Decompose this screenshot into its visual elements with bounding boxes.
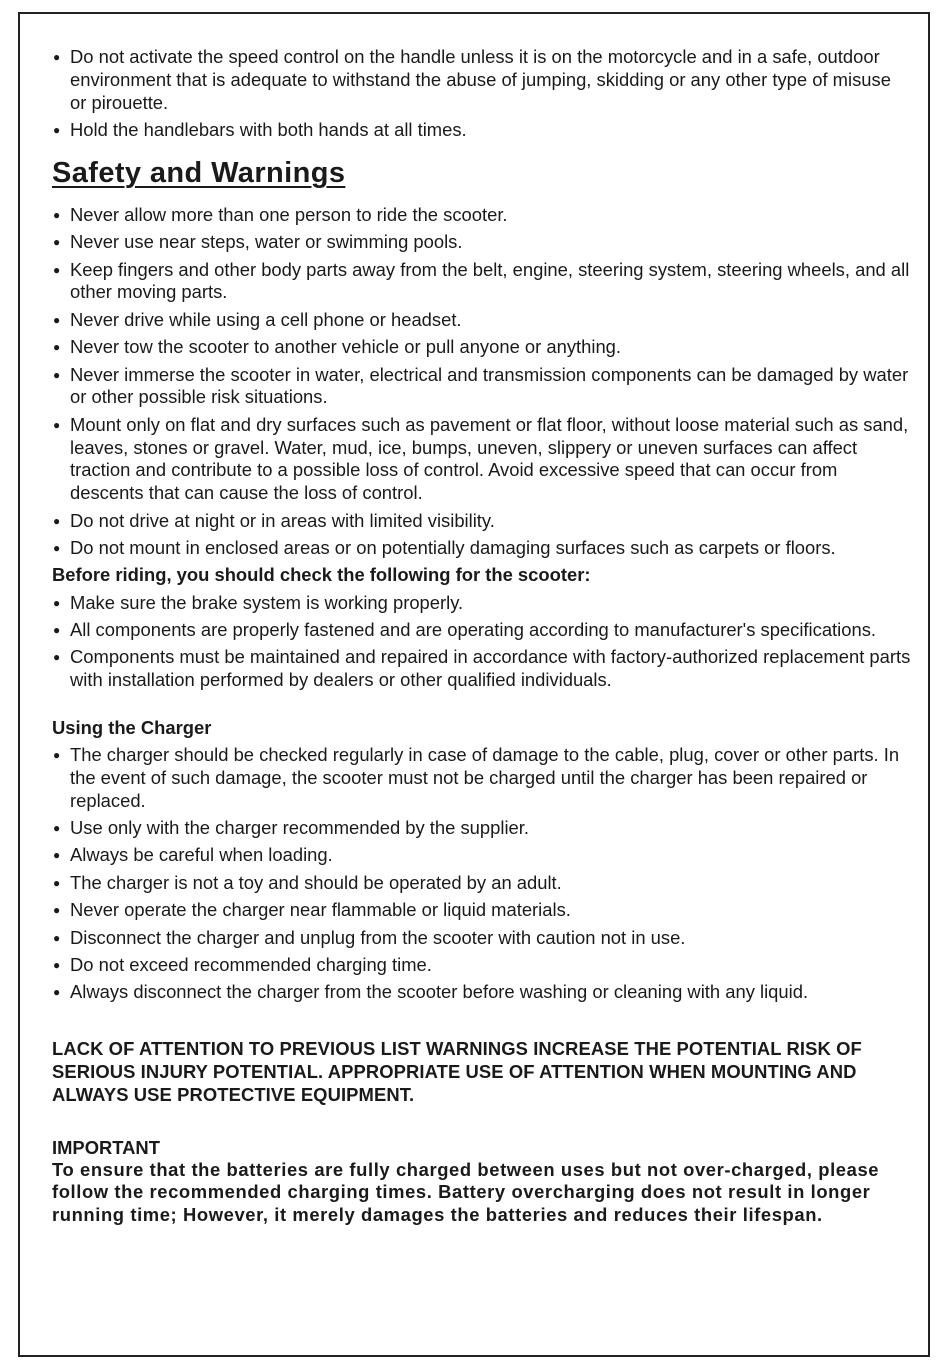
before-riding-heading: Before riding, you should check the following for the scooter: xyxy=(52,564,591,586)
list-item: ● Use only with the charger recommended by the supplier. xyxy=(53,817,529,839)
list-item: ● Do not activate the speed control on the handle unless it is on the motorcycle and in a safe, outdoor environment that is adequate to withstand the abuse of jumping, skidding or any other type of misuse or pirouette. xyxy=(53,46,891,113)
charger-heading: Using the Charger xyxy=(52,716,212,738)
list-item: ● Never drive while using a cell phone or headset. xyxy=(53,308,462,330)
list-item: ● Components must be maintained and repaired in accordance with factory-authorized replacement parts with installation performed by dealers or other qualified individuals. xyxy=(53,646,911,691)
list-item: ● Keep fingers and other body parts away from the belt, engine, steering system, steering wheels, and all other moving parts. xyxy=(53,258,910,303)
list-item: ● Always disconnect the charger from the scooter before washing or cleaning with any liquid. xyxy=(53,981,809,1003)
manual-page xyxy=(52,46,912,1227)
list-item: ● Never use near steps, water or swimming pools. xyxy=(53,231,463,253)
list-item: ● Do not exceed recommended charging time. xyxy=(53,953,432,975)
list-item: ● Never operate the charger near flammable or liquid materials. xyxy=(53,899,571,921)
safety-list xyxy=(52,204,912,560)
list-item: ● The charger should be checked regularly in case of damage to the cable, plug, cover or other parts. In the event of such damage, the scooter must not be charged until the charger has been repaired or replaced. xyxy=(53,744,900,811)
list-item: ● Always be careful when loading. xyxy=(53,844,333,866)
charger-list xyxy=(52,744,912,1004)
list-item: ● Do not mount in enclosed areas or on potentially damaging surfaces such as carpets or floors. xyxy=(53,536,836,558)
important-title: IMPORTANT xyxy=(52,1136,160,1158)
list-item: ● Hold the handlebars with both hands at all times. xyxy=(53,118,467,140)
list-item: ● Never immerse the scooter in water, electrical and transmission components can be damaged by water or other possible risk situations. xyxy=(53,363,909,408)
intro-list xyxy=(52,46,912,142)
list-item: ● Make sure the brake system is working properly. xyxy=(53,591,464,613)
warning-notice: LACK OF ATTENTION TO PREVIOUS LIST WARNINGS INCREASE THE POTENTIAL RISK OF SERIOUS INJURY POTENTIAL. APPROPRIATE USE OF ATTENTION WHEN MOUNTING AND ALWAYS USE PROTECTIVE EQUIPMENT. xyxy=(52,1037,862,1105)
list-item: ● Do not drive at night or in areas with limited visibility. xyxy=(53,509,495,531)
important-body: To ensure that the batteries are fully charged between uses but not over-charged, please follow the recommended charging times. Battery overcharging does not result in longer running time; However, it merely damages the batteries and reduces their lifespan. xyxy=(52,1158,880,1225)
list-item: ● Mount only on flat and dry surfaces such as pavement or flat floor, without loose material such as sand, leaves, stones or gravel. Water, mud, ice, bumps, uneven, slippery or uneven surfaces can affect traction and contribute to a possible loss of control. Avoid excessive speed that can occur from descents that can cause the loss of control. xyxy=(53,413,909,504)
before-riding-list xyxy=(52,592,912,692)
list-item: ● All components are properly fastened and are operating according to manufacturer's specifications. xyxy=(53,619,877,641)
list-item: ● Never allow more than one person to ride the scooter. xyxy=(53,203,508,225)
list-item: ● Never tow the scooter to another vehicle or pull anyone or anything. xyxy=(53,336,622,358)
list-item: ● Disconnect the charger and unplug from the scooter with caution not in use. xyxy=(53,926,686,948)
list-item: ● The charger is not a toy and should be operated by an adult. xyxy=(53,871,562,893)
section-title-safety: Safety and Warnings xyxy=(52,156,346,189)
